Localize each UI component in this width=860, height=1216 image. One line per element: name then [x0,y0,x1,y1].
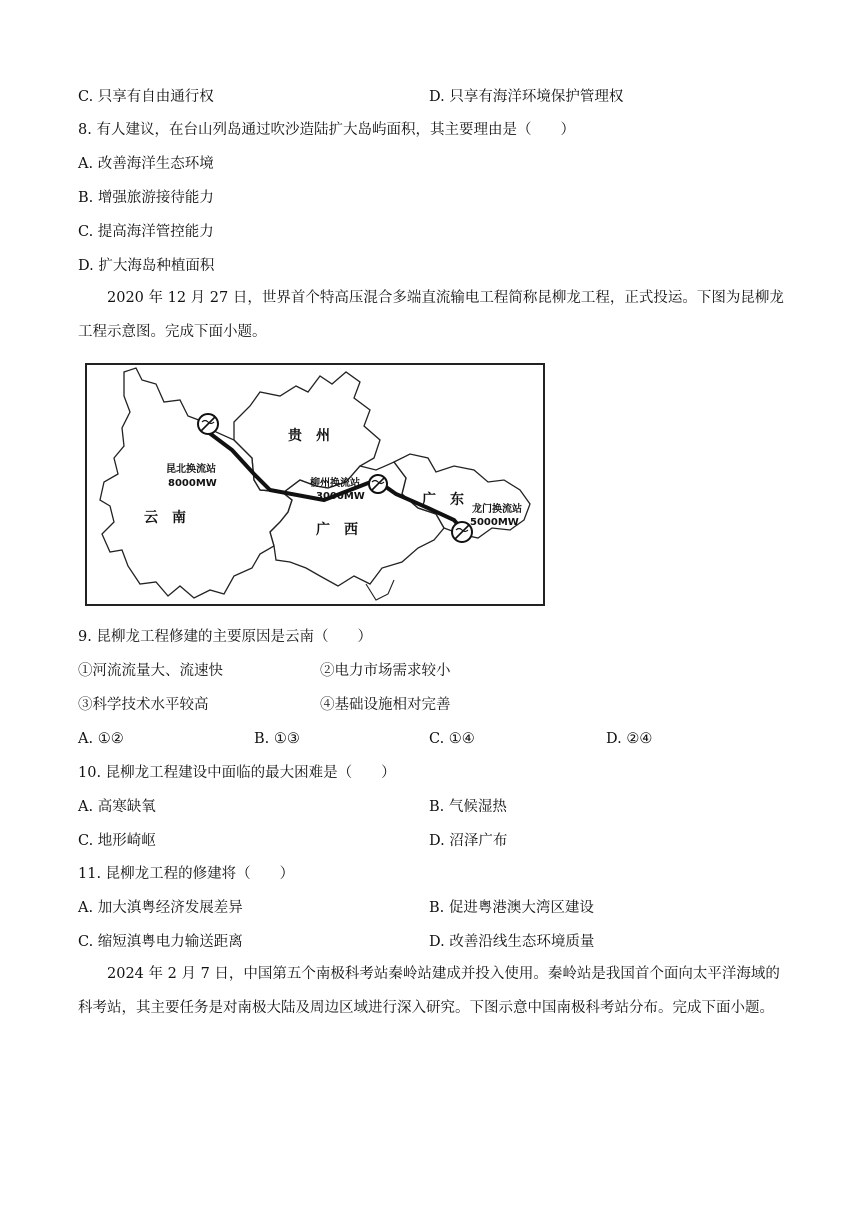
q10-stem: 10. 昆柳龙工程建设中面临的最大困难是（ ） [78,765,396,781]
q8-option-d: D. 扩大海岛种植面积 [78,258,215,274]
q9-item-2: ②电力市场需求较小 [320,663,451,679]
passage-kunliulong: 2020 年 12 月 27 日，世界首个特高压混合多端直流输电工程简称昆柳龙工程，正式投运。下图为昆柳龙工程示意图。完成下面小题。 [78,290,784,340]
q11-option-c: C. 缩短滇粤电力输送距离 [78,934,243,950]
label-yunnan: 云 南 [144,510,186,526]
label-liuzhou-name: 柳州换流站 [310,478,360,489]
q9-item-4: ④基础设施相对完善 [320,697,451,713]
passage-qinling-station: 2024 年 2 月 7 日，中国第五个南极科考站秦岭站建成并投入使用。秦岭站是我国首个面向太平洋海域的科考站，其主要任务是对南极大陆及周边区域进行深入研究。下图示意中国南极科考站分布。完成下面小题。 [78,966,780,1016]
q9-option-b: B. ①③ [254,731,300,747]
label-longmen-name: 龙门换流站 [472,504,522,515]
q7-option-c: C. 只享有自由通行权 [78,89,214,105]
q9-option-c: C. ①④ [429,731,475,747]
q9-option-d: D. ②④ [606,731,653,747]
q9-stem: 9. 昆柳龙工程修建的主要原因是云南（ ） [78,629,372,645]
label-guizhou: 贵 州 [288,428,330,444]
q10-option-b: B. 气候湿热 [429,799,507,815]
label-guangdong: 广 东 [422,492,464,508]
label-guangxi: 广 西 [316,522,358,538]
q8-stem: 8. 有人建议，在台山列岛通过吹沙造陆扩大岛屿面积，其主要理由是（ ） [78,122,575,138]
q11-stem: 11. 昆柳龙工程的修建将（ ） [78,866,295,882]
label-kunbei-capacity: 8000MW [168,478,217,489]
q9-item-1: ①河流流量大、流速快 [78,663,223,679]
q11-option-a: A. 加大滇粤经济发展差异 [78,900,243,916]
q8-option-c: C. 提高海洋管控能力 [78,224,214,240]
q8-option-b: B. 增强旅游接待能力 [78,190,214,206]
q11-option-b: B. 促进粤港澳大湾区建设 [429,900,594,916]
q9-item-3: ③科学技术水平较高 [78,697,209,713]
q10-option-a: A. 高寒缺氧 [78,799,156,815]
label-longmen-capacity: 5000MW [470,517,519,528]
kunbei-station-icon [198,414,218,434]
q9-option-a: A. ①② [78,731,124,747]
q11-option-d: D. 改善沿线生态环境质量 [429,934,595,950]
q8-option-a: A. 改善海洋生态环境 [78,156,214,172]
label-kunbei-name: 昆北换流站 [166,464,216,475]
label-liuzhou-capacity: 3000MW [316,491,365,502]
q10-option-c: C. 地形崎岖 [78,833,156,849]
q10-option-d: D. 沼泽广布 [429,833,508,849]
kunliulong-map [84,362,546,607]
q7-option-d: D. 只享有海洋环境保护管理权 [429,89,624,105]
longmen-station-icon [452,522,472,542]
liuzhou-station-icon [369,475,387,493]
